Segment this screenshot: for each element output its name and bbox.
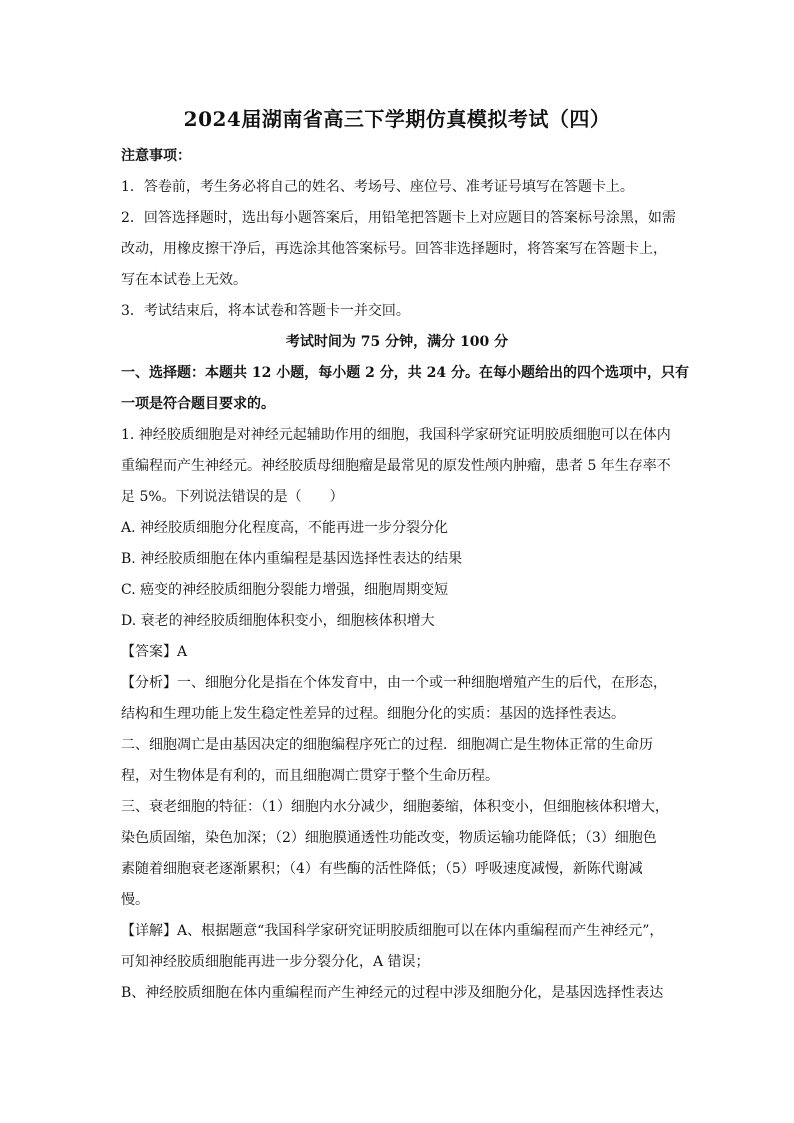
analysis-line: 【分析】一、细胞分化是指在个体发育中，由一个或一种细胞增殖产生的后代，在形态， [121,675,667,691]
section-heading: 一、选择题：本题共 12 小题，每小题 2 分，共 24 分。在每小题给出的四个选项中，只有 [121,365,689,381]
analysis-line: 三、衰老细胞的特征：（1）细胞内水分减少，细胞萎缩，体积变小，但细胞核体积增大， [121,799,669,815]
answer: 【答案】A [121,644,188,660]
analysis-line: 二、细胞凋亡是由基因决定的细胞编程序死亡的过程．细胞凋亡是生物体正常的生命历 [121,737,653,753]
page-title: 2024届湖南省高三下学期仿真模拟考试（四） [183,107,611,131]
detail-line: 可知神经胶质细胞能再进一步分裂分化，A 错误； [121,954,430,970]
notice-item: 写在本试卷上无效。 [121,272,247,288]
exam-info: 考试时间为 75 分钟，满分 100 分 [285,334,509,350]
analysis-line: 染色质固缩，染色加深；（2）细胞膜通透性功能改变，物质运输功能降低；（3）细胞色 [121,830,657,846]
notice-item: 1．答卷前，考生务必将自己的姓名、考场号、座位号、准考证号填写在答题卡上。 [121,179,634,195]
analysis-line: 程，对生物体是有利的，而且细胞凋亡贯穿于整个生命历程。 [121,768,499,784]
notice-heading: 注意事项： [121,148,191,164]
analysis-line: 结构和生理功能上发生稳定性差异的过程。细胞分化的实质：基因的选择性表达。 [121,706,625,722]
section-heading: 一项是符合题目要求的。 [121,396,275,412]
question-text: 足 5%。下列说法错误的是（ ） [121,489,344,505]
notice-item: 2．回答选择题时，选出每小题答案后，用铅笔把答题卡上对应题目的答案标号涂黑，如需 [121,210,676,226]
detail-line: B、神经胶质细胞在体内重编程而产生神经元的过程中涉及细胞分化，是基因选择性表达 [121,985,664,1001]
question-text: 重编程而产生神经元。神经胶质母细胞瘤是最常见的原发性颅内肿瘤，患者 5 年生存率不 [121,458,671,474]
detail-line: 【详解】A、根据题意“我国科学家研究证明胶质细胞可以在体内重编程而产生神经元”， [121,923,664,939]
option-a: A. 神经胶质细胞分化程度高，不能再进一步分裂分化 [121,520,449,536]
notice-item: 3．考试结束后，将本试卷和答题卡一并交回。 [121,303,410,319]
analysis-line: 慢。 [121,892,149,908]
question-text: 1. 神经胶质细胞是对神经元起辅助作用的细胞，我国科学家研究证明胶质细胞可以在体内 [121,427,671,443]
notice-item: 改动，用橡皮擦干净后，再选涂其他答案标号。回答非选择题时，将答案写在答题卡上， [121,241,667,257]
option-d: D. 衰老的神经胶质细胞体积变小，细胞核体积增大 [121,613,435,629]
option-b: B. 神经胶质细胞在体内重编程是基因选择性表达的结果 [121,551,463,567]
option-c: C. 癌变的神经胶质细胞分裂能力增强，细胞周期变短 [121,582,449,598]
analysis-line: 素随着细胞衰老逐渐累积；（4）有些酶的活性降低；（5）呼吸速度减慢，新陈代谢减 [121,861,643,877]
